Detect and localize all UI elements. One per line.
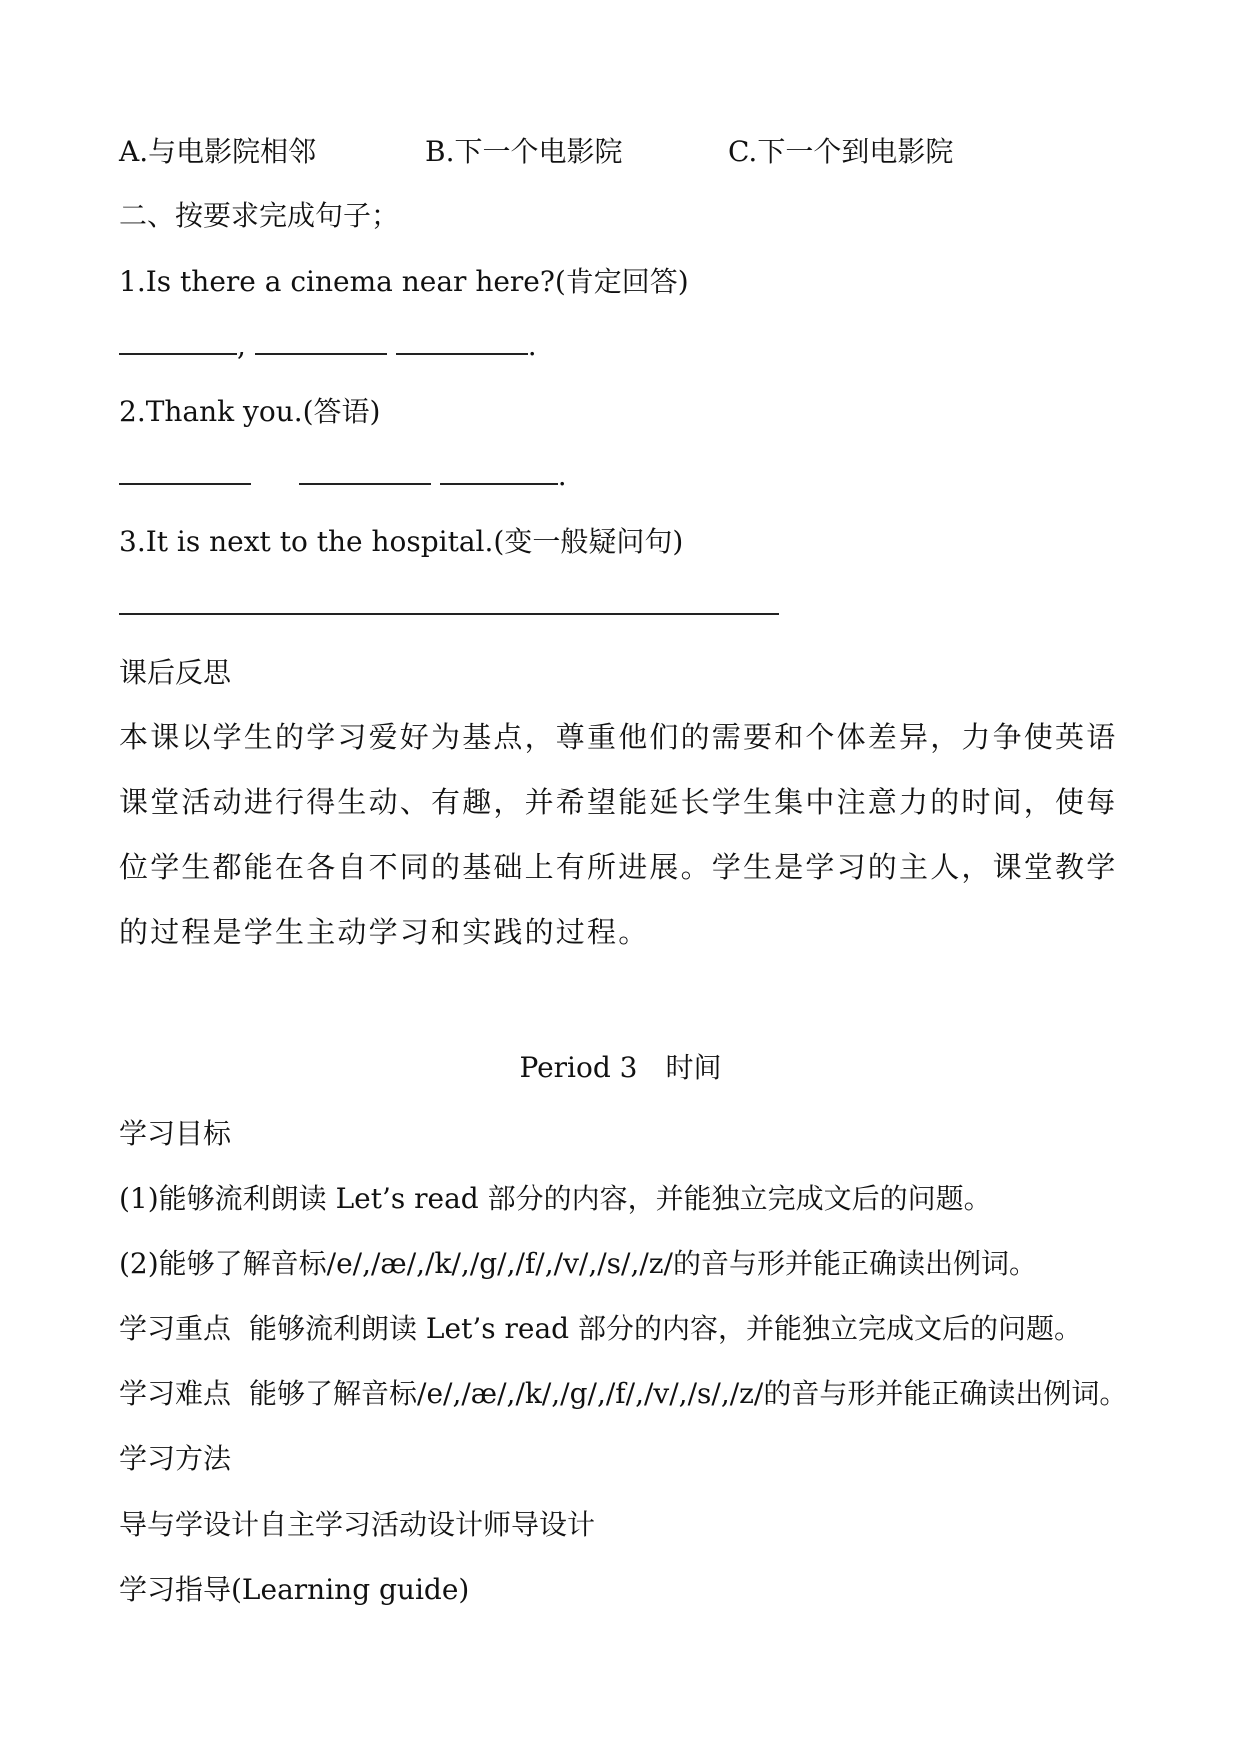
- reflection-heading: 课后反思: [119, 656, 232, 689]
- option-c: C.下一个到电影院: [728, 135, 954, 168]
- key-points-text: 能够流利朗读 Let’s read 部分的内容，并能独立完成文后的问题。: [249, 1312, 1082, 1345]
- answer-blank[interactable]: [119, 591, 779, 615]
- reflection-paragraph: 本课以学生的学习爱好为基点，尊重他们的需要和个体差异，力争使英语课堂活动进行得生动、有趣，并希望能延长学生集中注意力的时间，使每位学生都能在各自不同的基础上有所进展。学生是学习的主人，课堂教学的过程是学生主动学习和实践的过程。: [119, 720, 1118, 949]
- period: .: [557, 459, 567, 492]
- difficulty-text: 能够了解音标/e/,/æ/,/k/,/g/,/f/,/v/,/s/,/z/的音与形并能正确读出例词。: [249, 1377, 1128, 1410]
- question-2: 2.Thank you.(答语): [119, 395, 381, 428]
- method-heading: 学习方法: [119, 1442, 232, 1475]
- design-line: 导与学设计自主学习活动设计师导设计: [119, 1508, 596, 1541]
- answer-3-blanks: [119, 588, 779, 624]
- period3-title: Period 3 时间: [519, 1051, 722, 1084]
- goal-1: (1)能够流利朗读 Let’s read 部分的内容，并能独立完成文后的问题。: [119, 1182, 992, 1215]
- answer-2-blanks: [119, 458, 567, 494]
- goals-heading: 学习目标: [119, 1117, 232, 1150]
- question-1: 1.Is there a cinema near here?(肯定回答): [119, 265, 689, 298]
- answer-blank[interactable]: [440, 461, 558, 485]
- option-b: B.下一个电影院: [425, 135, 623, 168]
- comma: ,: [237, 329, 246, 362]
- period: .: [527, 329, 537, 362]
- goal-2: (2)能够了解音标/e/,/æ/,/k/,/g/,/f/,/v/,/s/,/z/的音与形并能正确读出例词。: [119, 1247, 1037, 1280]
- section2-heading: 二、按要求完成句子；: [119, 199, 400, 232]
- answer-blank[interactable]: [255, 331, 387, 355]
- difficulty-label: 学习难点: [119, 1377, 232, 1410]
- learning-guide-line: 学习指导(Learning guide): [119, 1573, 470, 1606]
- answer-1-blanks: [119, 328, 537, 364]
- question-3: 3.It is next to the hospital.(变一般疑问句): [119, 525, 684, 558]
- difficulty-line: [119, 1376, 1127, 1412]
- options-row: [119, 134, 1119, 170]
- answer-blank[interactable]: [396, 331, 528, 355]
- answer-blank[interactable]: [299, 461, 431, 485]
- answer-blank[interactable]: [119, 331, 237, 355]
- key-points-label: 学习重点: [119, 1312, 232, 1345]
- option-a: A.与电影院相邻: [119, 135, 317, 168]
- answer-blank[interactable]: [119, 461, 251, 485]
- key-points-line: [119, 1311, 1082, 1347]
